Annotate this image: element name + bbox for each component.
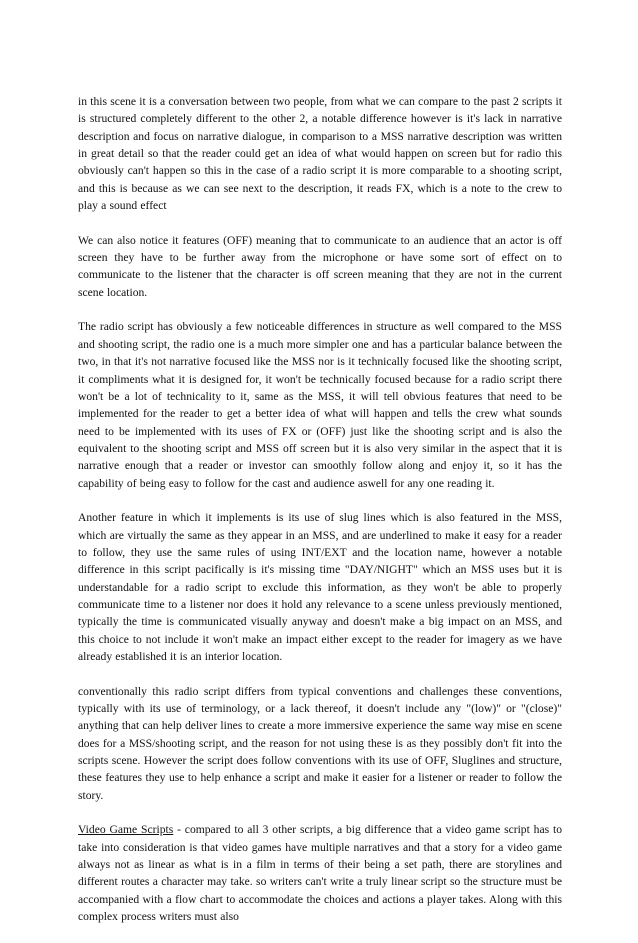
paragraph-2: We can also notice it features (OFF) meaning that to communicate to an audience that an actor is off screen they have to be further away from the microphone or have some sort of effect on to communicate to the listener that the character is off screen meaning that they are not in the current scene location.	[78, 233, 562, 299]
section-heading-video-game-scripts: Video Game Scripts	[78, 823, 174, 837]
document-body	[78, 93, 562, 943]
paragraph-5: conventionally this radio script differs from typical conventions and challenges these conventions, typically with its use of terminology, or a lack thereof, it doesn't include any "(low)" or "(close)" anything that can help deliver lines to create a more immersive experience the same way mise en scene does for a MSS/shooting script, and the reason for not using these is as they possibly don't fit into the scripts scene. However the script does follow conventions with its use of OFF, Sluglines and structure, these features they use to help enhance a script and make it easier for a listener or reader to follow the story.	[78, 684, 562, 802]
paragraph-3: The radio script has obviously a few noticeable differences in structure as well compared to the MSS and shooting script, the radio one is a much more simpler one and has a particular balance between the two, in that it's not narrative focused like the MSS nor is it technically focused like the shooting script, it compliments what it is designed for, it won't be technically focused because for a radio script there won't be a lot of technicality to it, same as the MSS, it will tell obvious features that need to be implemented for the reader to get a better idea of what will happen and tells the crew what sounds need to be implemented with its uses of FX or (OFF) just like the shooting script and is also the equivalent to the shooting script and MSS off screen but it is also very similar in the aspect that it is narrative enough that a reader or investor can smoothly follow along and enjoy it, so it has the capability of being easy to follow for the cast and audience aswell for any one reading it.	[78, 320, 562, 490]
paragraph-6	[78, 821, 562, 925]
paragraph-1: in this scene it is a conversation between two people, from what we can compare to the past 2 scripts it is structured completely different to the other 2, a notable difference however is it's lack in narrative description and focus on narrative dialogue, in comparison to a MSS narrative description was written in great detail so that the reader could get an idea of what would happen on screen but for radio this obviously can't happen so this in the case of a radio script it is more comparable to a shooting script, and this is because as we can see next to the description, it reads FX, which is a note to the crew to play a sound effect	[78, 95, 562, 213]
paragraph-6-body: - compared to all 3 other scripts, a big difference that a video game script has to take into consideration is that video games have multiple narratives and that a story for a video game always not as linear as what is in a film in terms of their being a set path, there are storylines and different routes a character may take. so writers can't write a truly linear script so the structure must be accompanied with a flow chart to accommodate the choices and actions a player takes. Along with this complex process writers must also	[78, 823, 562, 924]
paragraph-4: Another feature in which it implements is its use of slug lines which is also featured in the MSS, which are virtually the same as they appear in an MSS, and are underlined to make it easy for a reader to follow, they use the same rules of using INT/EXT and the location name, however a notable difference in this script pacifically is it's missing time "DAY/NIGHT" which an MSS uses but it is understandable for a radio script to exclude this information, as they won't be able to properly communicate time to a listener nor does it hold any relevance to a scene unless previously mentioned, typically the time is communicated visually anyway and doesn't make a big impact on an MSS, and this choice to not include it won't make an impact either except to the reader for imagery as we have already established it is an interior location.	[78, 511, 562, 663]
